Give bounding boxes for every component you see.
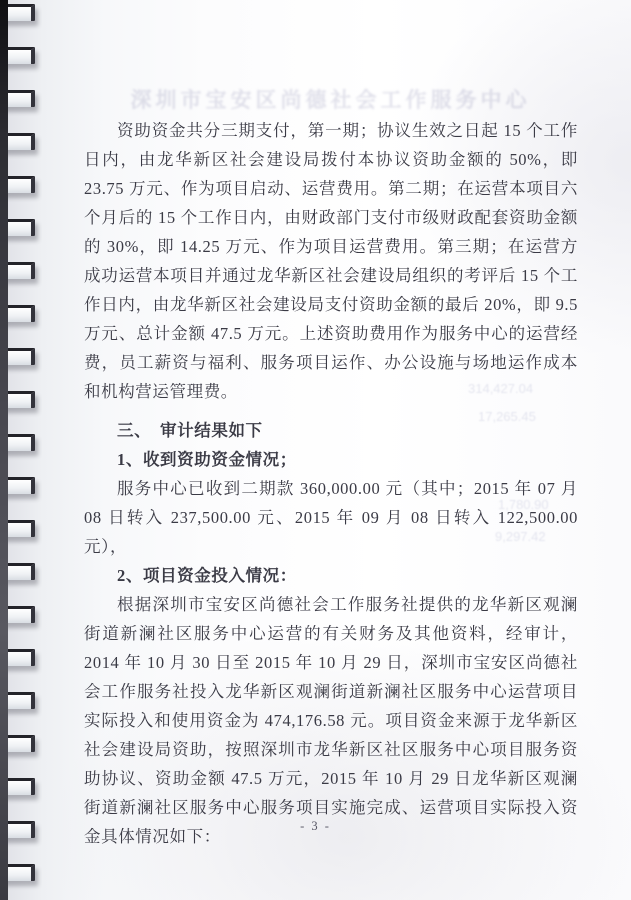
bleedthrough-number: 9,297.42 bbox=[495, 529, 546, 544]
item-2-heading: 2、项目资金投入情况： bbox=[117, 566, 297, 585]
bleedthrough-number: 17,265.45 bbox=[478, 409, 536, 424]
bleedthrough-number: 1,780.90 bbox=[498, 497, 549, 512]
item-1-text: 服务中心已收到二期款 360,000.00 元（其中；2015 年 07 月 08 日转入 237,500.00 元、2015 年 09 月 08 日转入 122,500.00 元）， bbox=[84, 479, 578, 556]
binding-strip bbox=[0, 0, 64, 900]
item-1-heading: 1、收到资助资金情况； bbox=[117, 450, 297, 469]
bleedthrough-header: 深圳市宝安区尚德社会工作服务中心 bbox=[130, 88, 531, 112]
page-number: - 3 - bbox=[300, 819, 331, 833]
document-body bbox=[84, 116, 578, 851]
item-2-text: 根据深圳市宝安区尚德社会工作服务社提供的龙华新区观澜街道新澜社区服务中心运营的有关财务及其他资料，经审计，2014 年 10 月 30 日至 2015 年 10 月 29 日，深圳市宝安区尚德社会工作服务社投入龙华新区观澜街道新澜社区服务中心运营项目实际投入和使用资金为 474,176.58 元。项目资金来源于龙华新区社会建设局资助，按照深圳市龙华新区社区服务中心项目服务资助协议、资助金额 47.5 万元，2015 年 10 月 29 日龙华新区观澜街道新澜社区服务中心服务项目实施完成、运营项目实际投入资金具体情况如下： bbox=[84, 595, 578, 846]
bleedthrough-number: 314,427.04 bbox=[468, 381, 534, 396]
section-heading-audit-results: 三、 审计结果如下 bbox=[117, 421, 263, 440]
paragraph-funding-schedule: 资助资金共分三期支付，第一期；协议生效之日起 15 个工作日内，由龙华新区社会建设局拨付本协议资助金额的 50%，即 23.75 万元、作为项目启动、运营费用。第二期；在运营本项目六个月后的 15 个工作日内，由财政部门支付市级财政配套资助金额的 30%，即 14.25 万元、作为项目运营费用。第三期；在运营方成功运营本项目并通过龙华新区社会建设局组织的考评后 15 个工作日内，由龙华新区社会建设局支付资助金额的最后 20%，即 9.5 万元、总计金额 47.5 万元。上述资助费用作为服务中心的运营经费，员工薪资与福利、服务项目运作、办公设施与场地运作成本和机构营运管理费。 bbox=[84, 121, 578, 401]
scan-left-edge bbox=[0, 0, 8, 900]
